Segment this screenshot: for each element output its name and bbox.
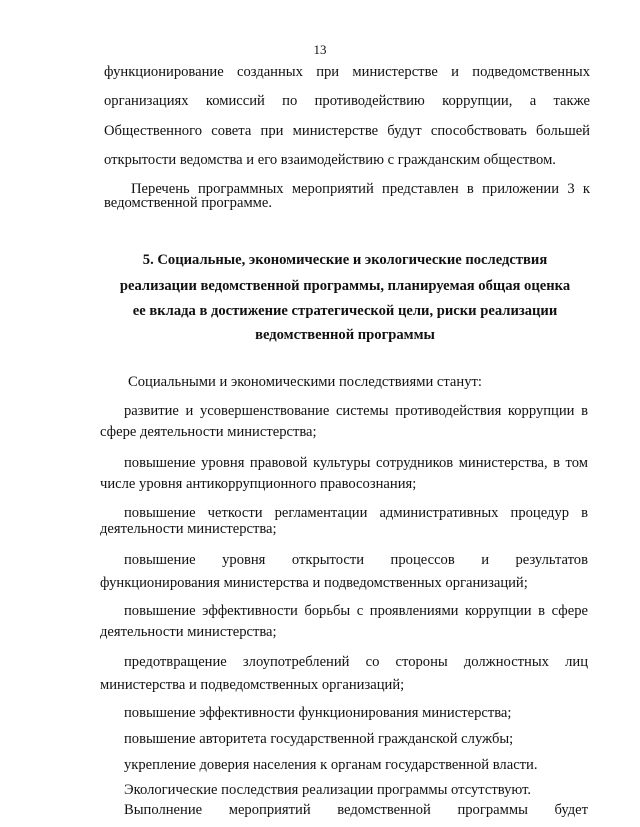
section-heading-line: ее вклада в достижение стратегической цели, риски реализации [132,303,558,319]
appendix-line: ведомственной программе. [104,195,273,211]
continuation-line: Выполнение мероприятий ведомственной программы будет [124,802,588,818]
appendix-line: Перечень программных мероприятий представлен в приложении 3 к [131,181,590,197]
intro-line: Общественного совета при министерстве будут способствовать большей [104,123,590,139]
list-item-line: повышение четкости регламентации административных процедур в [124,505,588,521]
section-heading-line: реализации ведомственной программы, планируемая общая оценка [119,278,571,294]
section-heading-line: 5. Социальные, экономические и экологические последствия [142,252,548,268]
consequences-lead: Социальными и экономическими последствиями станут: [128,374,482,390]
page-number: 13 [313,42,327,57]
section-heading-line: ведомственной программы [255,327,435,343]
intro-line: функционирование созданных при министерстве и подведомственных [104,64,590,80]
ecology-statement: Экологические последствия реализации программы отсутствуют. [124,782,532,798]
list-item-line: повышение уровня правовой культуры сотрудников министерства, в том [124,455,588,471]
list-item-line: деятельности министерства; [100,624,277,640]
intro-line: организациях комиссий по противодействию коррупции, а также [104,93,590,109]
list-item-line: повышение эффективности борьбы с проявлениями коррупции в сфере [124,603,588,619]
list-item-line: повышение авторитета государственной гражданской службы; [124,731,514,747]
list-item-line: министерства и подведомственных организаций; [100,677,405,693]
list-item-line: повышение уровня открытости процессов и результатов [124,552,588,568]
list-item-line: повышение эффективности функционирования министерства; [124,705,512,721]
list-item-line: числе уровня антикоррупционного правосознания; [100,476,417,492]
list-item-line: сфере деятельности министерства; [100,424,317,440]
list-item-line: предотвращение злоупотреблений со стороны должностных лиц [124,654,588,670]
list-item-line: развитие и усовершенствование системы противодействия коррупции в [124,403,588,419]
list-item-line: деятельности министерства; [100,521,277,537]
list-item-line: функционирования министерства и подведомственных организаций; [100,575,528,591]
intro-line: открытости ведомства и его взаимодействию с гражданским обществом. [104,152,556,168]
list-item-line: укрепление доверия населения к органам государственной власти. [124,757,538,773]
